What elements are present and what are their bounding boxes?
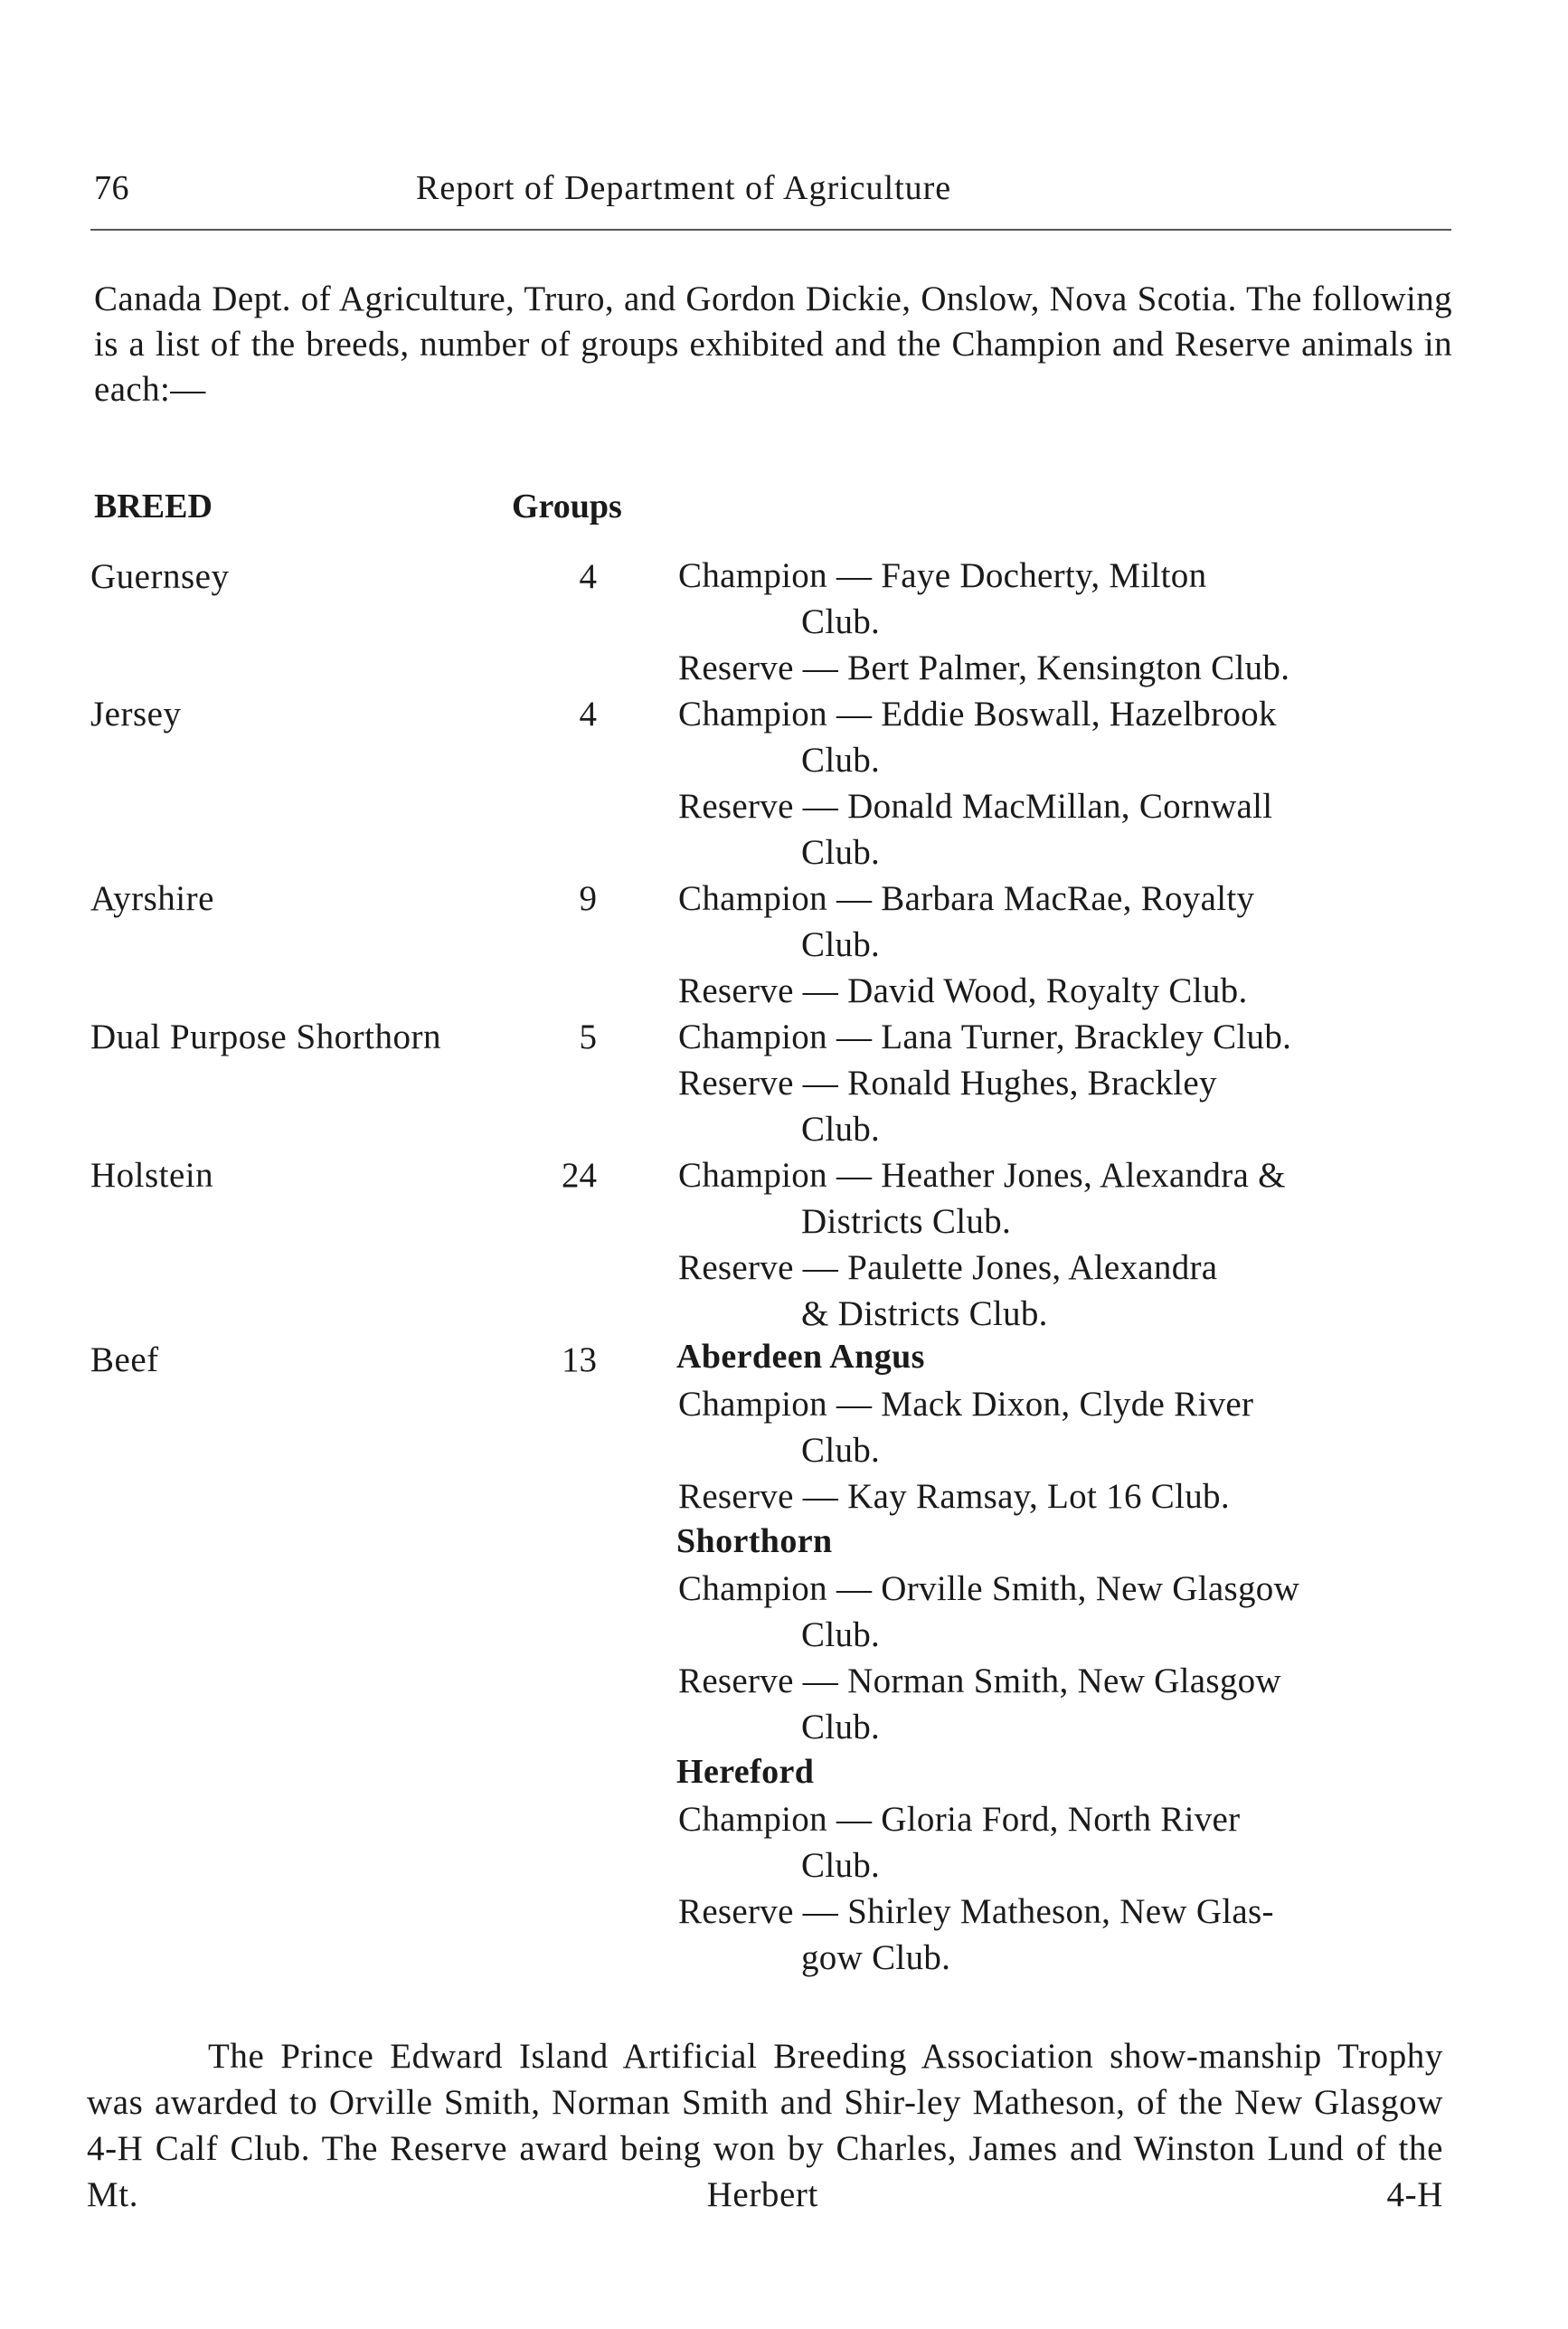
reserve-line: Reserve — Paulette Jones, Alexandra: [678, 1248, 1218, 1287]
breed-name: Dual Purpose Shorthorn: [90, 1018, 441, 1056]
group-count: 5: [579, 1018, 597, 1056]
champion-entry: [678, 1381, 1456, 1473]
breed-column-heading: BREED: [94, 488, 213, 525]
reserve-line: Reserve — Donald MacMillan, Cornwall: [678, 787, 1273, 826]
reserve-line: Reserve — Kay Ramsay, Lot 16 Club.: [678, 1477, 1230, 1516]
breed-name: Jersey: [90, 695, 182, 734]
reserve-entry: [678, 783, 1456, 876]
champion-continuation: Club.: [801, 1431, 881, 1470]
champion-continuation: Club.: [801, 1615, 881, 1654]
champion-line: Champion — Mack Dixon, Clyde River: [678, 1385, 1254, 1424]
intro-paragraph: Canada Dept. of Agriculture, Truro, and Gordon Dickie, Onslow, Nova Scotia. The following is a list of the breeds, number of groups exhibited and the Champion and Reserve animals in each:—: [94, 279, 1452, 409]
reserve-continuation: gow Club.: [801, 1938, 951, 1977]
reserve-continuation: & Districts Club.: [801, 1294, 1048, 1333]
group-count: 4: [579, 557, 597, 596]
champion-continuation: Club.: [801, 741, 881, 780]
champion-line: Champion — Gloria Ford, North River: [678, 1800, 1241, 1839]
reserve-line: Reserve — Ronald Hughes, Brackley: [678, 1064, 1217, 1103]
champion-entry: [678, 876, 1456, 968]
champion-line: Champion — Orville Smith, New Glasgow: [678, 1569, 1300, 1608]
group-count: 13: [562, 1340, 597, 1379]
group-count: 24: [562, 1156, 597, 1195]
champion-entry: [678, 553, 1456, 645]
reserve-entry: [678, 1245, 1456, 1337]
champion-line: Champion — Heather Jones, Alexandra &: [678, 1156, 1286, 1195]
sub-breed-heading: Aberdeen Angus: [676, 1338, 925, 1376]
champion-line: Champion — Faye Docherty, Milton: [678, 556, 1207, 595]
page-header: [94, 168, 1450, 217]
reserve-entry: [678, 1060, 1456, 1152]
reserve-continuation: Club.: [801, 833, 881, 872]
groups-column-heading: Groups: [512, 488, 622, 525]
reserve-entry: [678, 1889, 1456, 1981]
reserve-line: Reserve — Norman Smith, New Glasgow: [678, 1662, 1281, 1700]
closing-paragraph: [87, 2033, 1443, 2218]
champion-continuation: Club.: [801, 1846, 881, 1885]
champion-entry: [678, 1796, 1456, 1889]
reserve-entry: [678, 1473, 1456, 1520]
page-number: 76: [94, 169, 129, 207]
running-head: Report of Department of Agriculture: [416, 169, 952, 207]
champion-line: Champion — Barbara MacRae, Royalty: [678, 879, 1255, 918]
champion-entry: [678, 1014, 1456, 1060]
group-count: 4: [579, 695, 597, 734]
sub-breed-heading: Hereford: [676, 1753, 815, 1791]
champion-line: Champion — Lana Turner, Brackley Club.: [678, 1018, 1292, 1056]
reserve-entry: [678, 645, 1456, 691]
reserve-line: Reserve — Bert Palmer, Kensington Club.: [678, 649, 1290, 687]
reserve-line: Reserve — Shirley Matheson, New Glas-: [678, 1892, 1274, 1931]
reserve-entry: [678, 1658, 1456, 1750]
closing-text: The Prince Edward Island Artificial Breeding Association show-manship Trophy was awarded to Orville Smith, Norman Smith and Shir-ley Matheson, of the New Glasgow 4-H Calf Club. The Reserve award being won by Charles, James and Winston Lund of the Mt. Herbert 4-H: [87, 2037, 1443, 2214]
breed-name: Holstein: [90, 1156, 214, 1195]
reserve-line: Reserve — David Wood, Royalty Club.: [678, 971, 1248, 1010]
header-rule: [90, 229, 1451, 231]
reserve-continuation: Club.: [801, 1110, 881, 1149]
reserve-continuation: Club.: [801, 1708, 881, 1747]
champion-continuation: Club.: [801, 602, 881, 641]
champion-entry: [678, 691, 1456, 783]
breed-name: Guernsey: [90, 557, 230, 596]
champion-continuation: Club.: [801, 925, 881, 964]
champion-entry: [678, 1566, 1456, 1658]
champion-continuation: Districts Club.: [801, 1202, 1012, 1241]
breed-name: Beef: [90, 1340, 159, 1379]
reserve-entry: [678, 968, 1456, 1014]
champion-line: Champion — Eddie Boswall, Hazelbrook: [678, 695, 1277, 734]
champion-entry: [678, 1152, 1456, 1245]
breed-name: Ayrshire: [90, 879, 214, 918]
sub-breed-heading: Shorthorn: [676, 1522, 833, 1560]
group-count: 9: [579, 879, 597, 918]
